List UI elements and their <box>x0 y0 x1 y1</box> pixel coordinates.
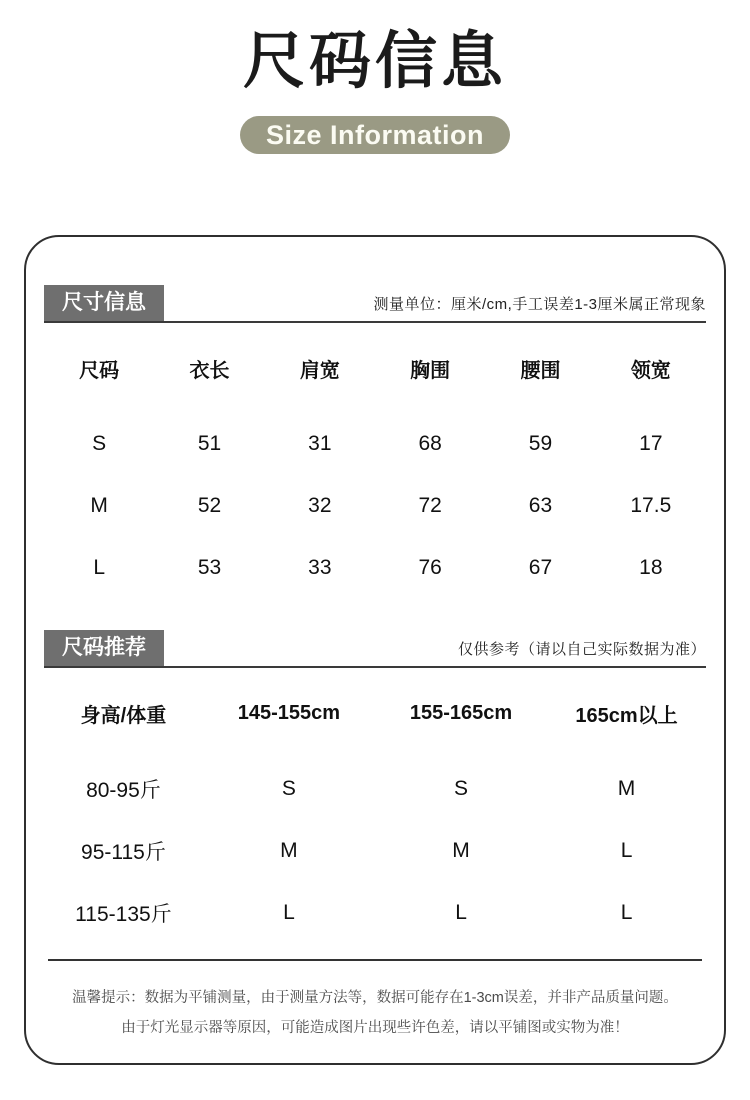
col-header-range-165-up: 165cm以上 <box>575 704 678 727</box>
table-cell: L <box>620 901 633 924</box>
table-cell: L <box>93 556 105 579</box>
table-cell: S <box>281 777 296 800</box>
recommend-section-head <box>44 630 706 668</box>
table-cell: 68 <box>418 432 442 455</box>
footer-note-line2: 由于灯光显示器等原因，可能造成图片出现些许色差，请以平铺图或实物为准！ <box>121 1020 629 1036</box>
table-cell: 52 <box>197 494 222 517</box>
table-cell: 95-115斤 <box>81 841 166 864</box>
table-cell: M <box>90 494 108 517</box>
table-cell: 17 <box>639 432 663 455</box>
recommend-reference-note: 仅供参考（请以自己实际数据为准） <box>457 641 706 658</box>
col-header-height-weight: 身高/体重 <box>80 704 167 727</box>
recommend-table-header <box>44 668 706 758</box>
subtitle-badge: Size Information <box>240 116 510 154</box>
table-cell: M <box>617 777 636 800</box>
table-cell: L <box>283 901 295 924</box>
table-cell: 31 <box>308 432 332 455</box>
table-row <box>44 820 706 882</box>
table-cell: 72 <box>418 494 442 517</box>
measurement-table-header <box>44 323 706 413</box>
table-cell: 80-95斤 <box>86 779 161 802</box>
footer-notes <box>26 983 724 1043</box>
table-row <box>44 323 706 413</box>
recommend-table <box>44 668 706 944</box>
table-cell: L <box>455 901 467 924</box>
col-header-range-155-165: 155-165cm <box>409 701 513 724</box>
table-cell: 115-135斤 <box>75 903 172 926</box>
table-cell: 18 <box>639 556 663 579</box>
col-header-bust: 胸围 <box>410 359 451 382</box>
table-row <box>44 668 706 758</box>
table-cell: 67 <box>528 556 553 579</box>
table-row <box>44 413 706 475</box>
table-cell: 59 <box>528 432 553 455</box>
measurement-section-head <box>44 285 706 323</box>
col-header-length: 衣长 <box>189 359 230 382</box>
table-cell: 32 <box>308 494 332 517</box>
table-cell: 17.5 <box>630 494 672 517</box>
recommend-section-badge: 尺码推荐 <box>44 630 164 666</box>
table-cell: L <box>620 839 633 862</box>
size-info-card <box>24 235 726 1065</box>
table-row <box>44 537 706 599</box>
footer-note-line1: 温馨提示：数据为平铺测量，由于测量方法等，数据可能存在1-3cm误差，并非产品质量问题。 <box>72 990 678 1006</box>
table-cell: S <box>454 777 469 800</box>
table-cell: 76 <box>418 556 442 579</box>
footer-divider <box>48 959 702 961</box>
col-header-range-145-155: 145-155cm <box>237 701 341 724</box>
col-header-neck: 领宽 <box>630 359 671 382</box>
page-title: 尺码信息 <box>242 27 507 96</box>
table-row <box>44 758 706 820</box>
col-header-waist: 腰围 <box>520 359 561 382</box>
table-cell: M <box>280 839 298 862</box>
measurement-unit-note: 测量单位：厘米/cm,手工误差1-3厘米属正常现象 <box>373 296 706 313</box>
table-cell: M <box>452 839 470 862</box>
table-cell: 33 <box>308 556 332 579</box>
page-header <box>0 0 750 154</box>
col-header-shoulder: 肩宽 <box>299 359 340 382</box>
table-cell: 53 <box>197 556 222 579</box>
col-header-size: 尺码 <box>79 359 120 382</box>
measurement-section-badge: 尺寸信息 <box>44 285 164 321</box>
table-row <box>44 475 706 537</box>
table-row <box>44 882 706 944</box>
measurement-table <box>44 323 706 599</box>
table-cell: 51 <box>197 432 222 455</box>
table-cell: 63 <box>528 494 553 517</box>
table-cell: S <box>92 432 107 455</box>
